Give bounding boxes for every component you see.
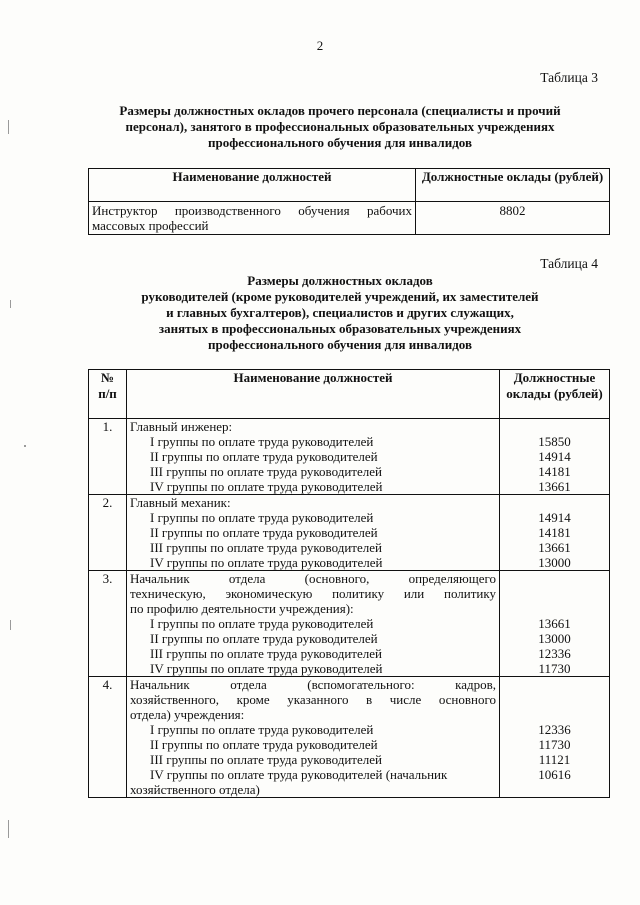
scan-mark [10,620,11,630]
position-name-line: массовых профессий [92,218,209,233]
heading-line: руководителей (кроме руководителей учреждений, их заместителей [141,289,539,304]
salary-value: 11121 [538,752,571,767]
heading-line: персонал), занятого в профессиональных образовательных учреждениях [125,119,555,134]
group-label: I группы по оплате труда руководителей [150,510,374,525]
position-cell [127,495,500,571]
row-number: 4. [89,677,127,798]
position-title: Главный механик: [130,495,231,510]
position-title: Начальник отдела (вспомогательного: кадров, [130,677,496,692]
page-number: 2 [316,38,324,53]
table-row [89,419,610,495]
group-label: I группы по оплате труда руководителей [150,616,374,631]
position-cell [127,677,500,798]
group-label: IV группы по оплате труда руководителей [150,661,383,676]
group-label: II группы по оплате труда руководителей [150,737,378,752]
heading-line: и главных бухгалтеров), специалистов и других служащих, [166,305,514,320]
table4-heading [50,273,630,353]
table4-caption: Таблица 4 [540,256,598,271]
position-title: Начальник отдела (основного, определяющего [130,571,496,586]
table3-heading [50,103,630,151]
salary-cell [500,571,610,677]
table-header-row [89,169,610,202]
salary-value: 8802 [416,202,610,235]
position-title: техническую, экономическую политику или политику [130,586,496,601]
row-number: 3. [89,571,127,677]
salary-cell [500,677,610,798]
position-title: отдела) учреждения: [130,707,245,722]
position-cell [127,571,500,677]
table4 [88,369,610,798]
salary-value: 15850 [538,434,571,449]
salary-value: 11730 [538,661,571,676]
heading-line: Размеры должностных окладов [247,273,433,288]
salary-value: 14181 [538,464,571,479]
scan-mark [8,820,9,838]
column-header-number: № п/п [89,370,127,419]
heading-line: Размеры должностных окладов прочего персонала (специалисты и прочий [119,103,561,118]
group-label: III группы по оплате труда руководителей [150,752,382,767]
position-title: по профилю деятельности учреждения): [130,601,354,616]
group-label: IV группы по оплате труда руководителей [150,479,383,494]
salary-value: 14914 [538,510,571,525]
position-title: Главный инженер: [130,419,233,434]
table-row [89,495,610,571]
group-label: III группы по оплате труда руководителей [150,464,382,479]
scan-mark [8,120,9,134]
column-header-salary: Должностные оклады (рублей) [416,169,610,202]
table-row [89,677,610,798]
group-label: I группы по оплате труда руководителей [150,434,374,449]
salary-value: 13000 [538,555,571,570]
column-header-salary: Должностные оклады (рублей) [500,370,610,419]
salary-value: 14914 [538,449,571,464]
group-label: I группы по оплате труда руководителей [150,722,374,737]
salary-value: 13000 [538,631,571,646]
heading-line: профессионального обучения для инвалидов [208,135,472,150]
group-label: III группы по оплате труда руководителей [150,540,382,555]
table-header-row [89,370,610,419]
position-cell [127,419,500,495]
row-number: 2. [89,495,127,571]
table-row [89,571,610,677]
position-name [89,202,416,235]
salary-cell [500,495,610,571]
salary-value: 13661 [538,540,571,555]
table-row [89,202,610,235]
scan-mark [24,445,26,447]
salary-value: 11730 [538,737,571,752]
group-label-continuation: хозяйственного отдела) [130,782,260,797]
group-label: II группы по оплате труда руководителей [150,525,378,540]
heading-line: профессионального обучения для инвалидов [208,337,472,352]
group-label: II группы по оплате труда руководителей [150,449,378,464]
table3-caption: Таблица 3 [540,70,598,85]
group-label: IV группы по оплате труда руководителей (начальник [150,767,448,782]
row-number: 1. [89,419,127,495]
scan-mark [10,300,11,308]
salary-value: 12336 [538,722,571,737]
salary-value: 13661 [538,479,571,494]
salary-cell [500,419,610,495]
group-label: IV группы по оплате труда руководителей [150,555,383,570]
table3 [88,168,610,235]
salary-value: 13661 [538,616,571,631]
column-header-position: Наименование должностей [127,370,500,419]
salary-value: 10616 [538,767,571,782]
position-name-line: Инструктор производственного обучения рабочих [92,203,412,218]
heading-line: занятых в профессиональных образовательных учреждениях [158,321,522,336]
salary-value: 12336 [538,646,571,661]
position-title: хозяйственного, кроме указанного в числе основного [130,692,496,707]
group-label: III группы по оплате труда руководителей [150,646,382,661]
column-header-position: Наименование должностей [89,169,416,202]
group-label: II группы по оплате труда руководителей [150,631,378,646]
salary-value: 14181 [538,525,571,540]
